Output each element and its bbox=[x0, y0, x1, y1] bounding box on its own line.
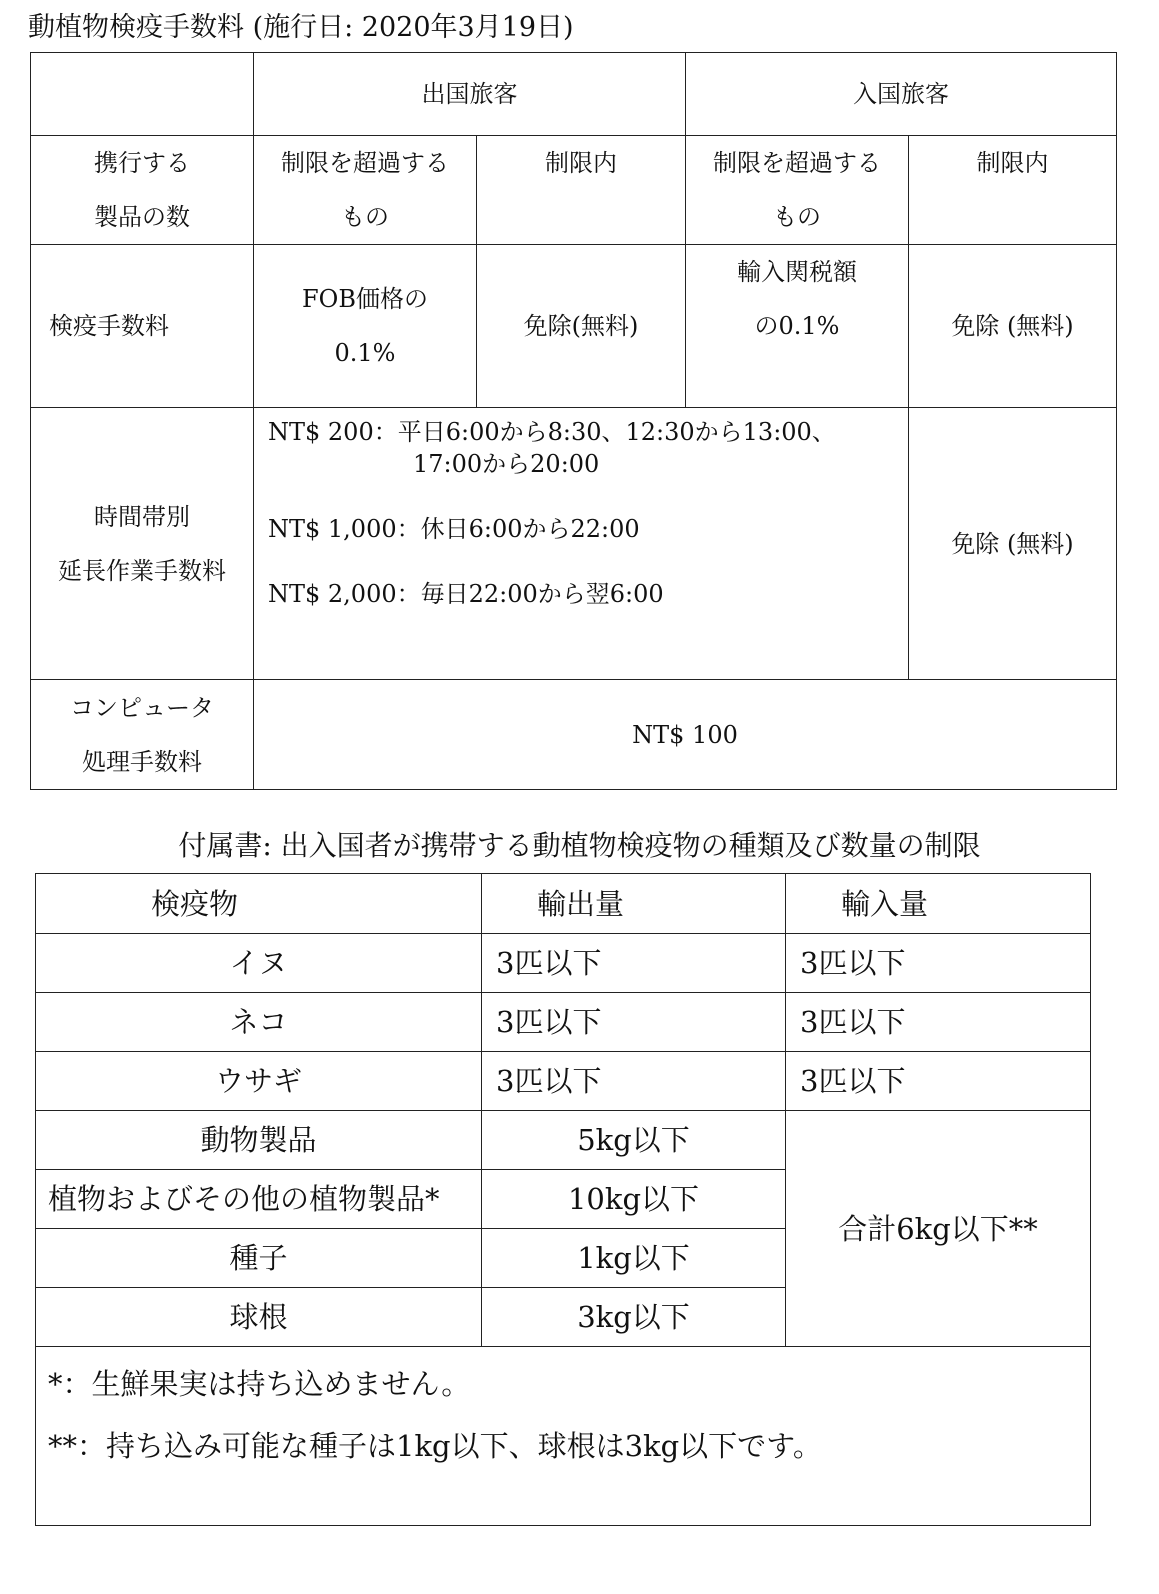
row-item: 動物製品 bbox=[36, 1111, 482, 1170]
header-import: 輸入量 bbox=[786, 874, 1091, 934]
dep-over-header: 制限を超過する もの bbox=[254, 136, 477, 245]
arr-within-header: 制限内 bbox=[909, 136, 1117, 245]
row-item: ウサギ bbox=[36, 1052, 482, 1111]
row-export: 3kg以下 bbox=[482, 1288, 786, 1347]
page-title: 動植物検疫手数料 (施行日: 2020年3月19日) bbox=[28, 12, 574, 43]
footnotes bbox=[36, 1347, 1091, 1526]
row-item: 球根 bbox=[36, 1288, 482, 1347]
row-item: 植物およびその他の植物製品* bbox=[36, 1170, 482, 1229]
footnote-2: **：持ち込み可能な種子は1kg以下、球根は3kg以下です。 bbox=[48, 1429, 822, 1463]
arr-within-fee: 免除 (無料) bbox=[909, 245, 1117, 408]
row-export: 5kg以下 bbox=[482, 1111, 786, 1170]
row-item: 種子 bbox=[36, 1229, 482, 1288]
empty-header-cell bbox=[31, 53, 254, 136]
appendix-title: 付属書: 出入国者が携帯する動植物検疫物の種類及び数量の制限 bbox=[178, 829, 981, 862]
overtime-arr-within: 免除 (無料) bbox=[909, 408, 1117, 680]
arr-over-fee: 輸入関税額 の0.1% bbox=[686, 245, 909, 408]
header-item: 検疫物 bbox=[36, 874, 482, 934]
dep-within-header: 制限内 bbox=[477, 136, 686, 245]
row-import: 3匹以下 bbox=[786, 993, 1091, 1052]
overtime-fees: NT$ 200：平日6:00から8:30、12:30から13:00、 17:00から20:00 NT$ 1,000：休日6:00から22:00 NT$ 2,000：毎日22:00から翌6:00 bbox=[254, 408, 909, 680]
row-export: 10kg以下 bbox=[482, 1170, 786, 1229]
dep-over-fee: FOB価格の 0.1% bbox=[254, 245, 477, 408]
row-export: 3匹以下 bbox=[482, 934, 786, 993]
computer-fee-label: コンピュータ 処理手数料 bbox=[31, 680, 254, 790]
computer-fee: NT$ 100 bbox=[254, 680, 1117, 790]
row-item: ネコ bbox=[36, 993, 482, 1052]
overtime-label: 時間帯別 延長作業手数料 bbox=[31, 408, 254, 680]
row-export: 1kg以下 bbox=[482, 1229, 786, 1288]
arrival-header: 入国旅客 bbox=[686, 53, 1117, 136]
limits-table bbox=[35, 873, 1091, 1526]
products-label: 携行する 製品の数 bbox=[31, 136, 254, 245]
header-export: 輸出量 bbox=[482, 874, 786, 934]
fee-table bbox=[30, 52, 1117, 790]
dep-within-fee: 免除(無料) bbox=[477, 245, 686, 408]
row-import: 3匹以下 bbox=[786, 934, 1091, 993]
quarantine-fee-label: 検疫手数料 bbox=[31, 245, 254, 408]
combined-import-limit: 合計6kg以下** bbox=[786, 1111, 1091, 1347]
row-export: 3匹以下 bbox=[482, 1052, 786, 1111]
departure-header: 出国旅客 bbox=[254, 53, 686, 136]
row-import: 3匹以下 bbox=[786, 1052, 1091, 1111]
row-export: 3匹以下 bbox=[482, 993, 786, 1052]
footnote-1: *：生鮮果実は持ち込めません。 bbox=[48, 1367, 471, 1401]
arr-over-header: 制限を超過する もの bbox=[686, 136, 909, 245]
row-item: イヌ bbox=[36, 934, 482, 993]
